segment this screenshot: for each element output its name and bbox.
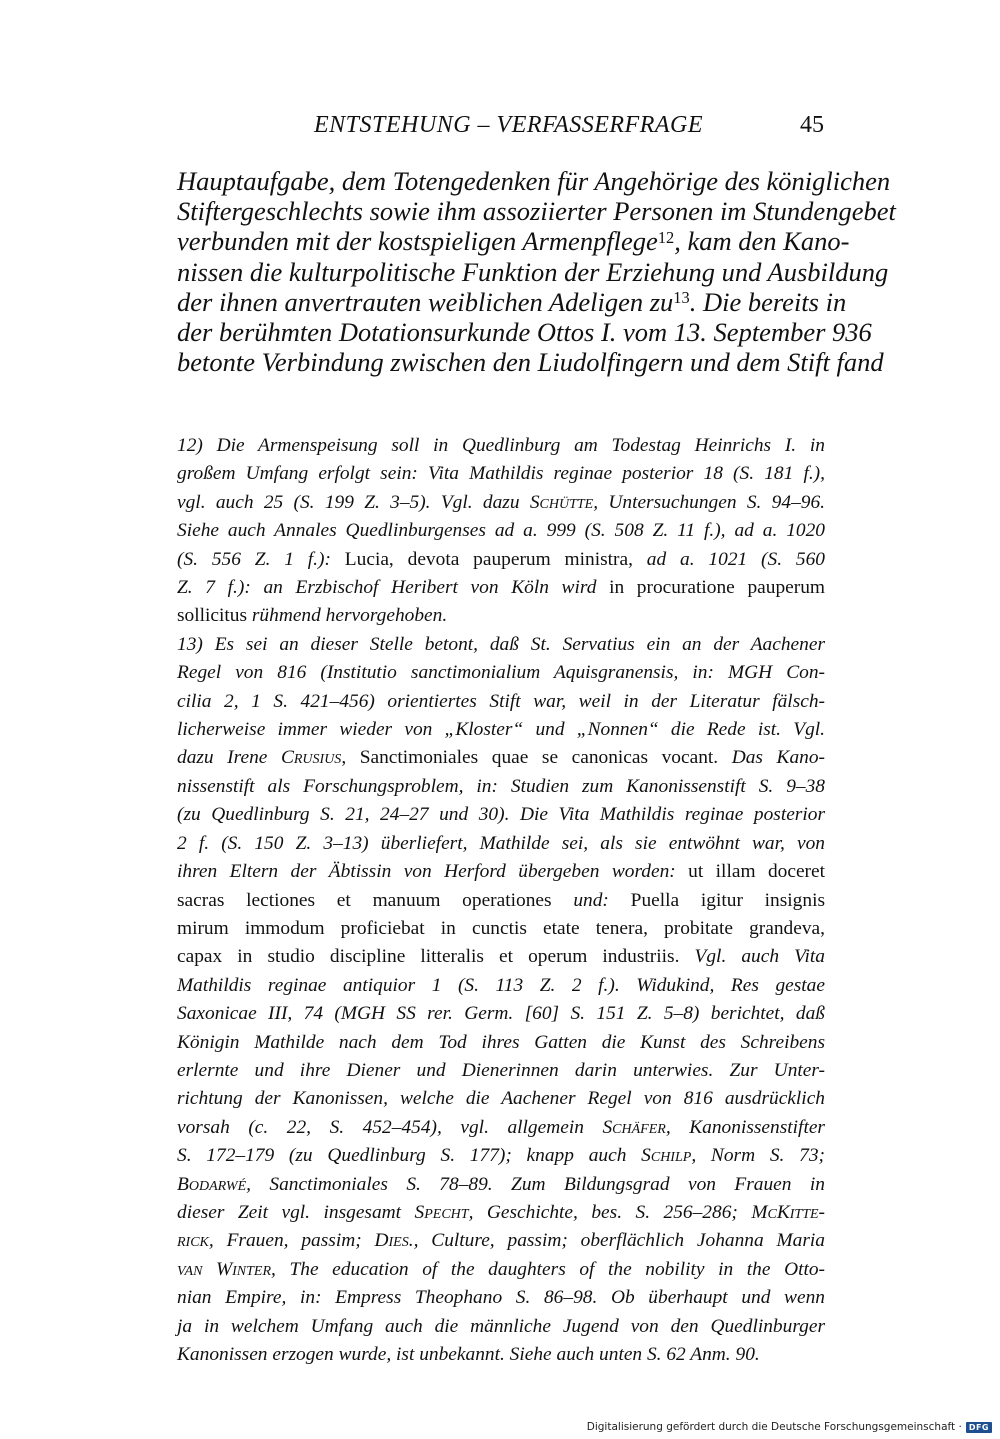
footnote-line: Saxonicae III, 74 (MGH SS rer. Germ. [60] S. 151 Z. 5–8) berichtet, daß (177, 1003, 825, 1025)
footnote-line: erlernte und ihre Diener und Dienerinnen darin unterwies. Zur Unter- (177, 1059, 825, 1081)
dfg-logo: DFG (966, 1422, 992, 1433)
footnote-13 (177, 631, 825, 1370)
footnote-line: Regel von 816 (Institutio sanctimonialium Aquisgranensis, in: MGH Con- (177, 662, 825, 684)
footnote-line: (S. 556 Z. 1 f.): Lucia, devota pauperum ministra, ad a. 1021 (S. 560 (177, 548, 825, 570)
footnote-line: dieser Zeit vgl. insgesamt Specht, Geschichte, bes. S. 256–286; McKitte- (177, 1201, 825, 1223)
footnote-12 (177, 432, 825, 631)
footnote-line: 13) Es sei an dieser Stelle betont, daß St. Servatius ein an der Aachener (177, 633, 825, 655)
text-line: verbunden mit der kostspieligen Armenpflege$^{12}$, kam den Kano- (177, 226, 850, 257)
footnote-line: Mathildis reginae antiquior 1 (S. 113 Z. 2 f.). Widukind, Res gestae (177, 974, 825, 996)
page-number: 45 (800, 112, 824, 138)
footnotes (177, 432, 825, 1369)
text-line: Hauptaufgabe, dem Totengedenken für Angehörige des königlichen (177, 166, 891, 196)
text-line: Stiftergeschlechts sowie ihm assoziierter Personen im Stundengebet (177, 196, 896, 227)
footnote-line: cilia 2, 1 S. 421–456) orientiertes Stift war, weil in der Literatur fälsch- (177, 690, 825, 712)
footnote-line: licherweise immer wieder von „Kloster“ und „Nonnen“ die Rede ist. Vgl. (177, 719, 825, 741)
footnote-line: capax in studio discipline litteralis et operum industriis. Vgl. auch Vita (177, 946, 826, 968)
footnote-line: dazu Irene Crusius, Sanctimoniales quae se canonicas vocant. Das Kano- (177, 747, 825, 769)
footnote-line: Königin Mathilde nach dem Tod ihres Gatten die Kunst des Schreibens (177, 1031, 825, 1053)
footnote-line: van Winter, The education of the daughters of the nobility in the Otto- (177, 1258, 825, 1280)
text-line: der berühmten Dotationsurkunde Ottos I. vom 13. September 936 (177, 317, 872, 348)
footnote-line: 2 f. (S. 150 Z. 3–13) überliefert, Mathilde sei, als sie entwöhnt war, von (177, 832, 825, 854)
footnote-line: (zu Quedlinburg S. 21, 24–27 und 30). Die Vita Mathildis reginae posterior (177, 804, 825, 826)
footnote-line: vorsah (c. 22, S. 452–454), vgl. allgemein Schäfer, Kanonissenstifter (177, 1116, 825, 1138)
footnote-ref-12[interactable]: 12 (657, 228, 675, 248)
footnote-line: nian Empire, in: Empress Theophano S. 86–98. Ob überhaupt und wenn (177, 1287, 825, 1309)
footnote-line: rick, Frauen, passim; Dies., Culture, passim; oberflächlich Johanna Maria (177, 1230, 825, 1252)
footnote-line: Bodarwé, Sanctimoniales S. 78–89. Zum Bildungsgrad von Frauen in (177, 1173, 825, 1195)
text-line: der ihnen anvertrauten weiblichen Adeligen $zu^{13}$. Die bereits in (177, 286, 847, 317)
digitization-credit (587, 1421, 992, 1433)
running-title: ENTSTEHUNG – VERFASSERFRAGE (314, 112, 704, 138)
footnote-line: vgl. auch 25 (S. 199 Z. 3–5). Vgl. dazu Schütte, Untersuchungen S. 94–96. (177, 491, 825, 513)
footnote-line: 12) Die Armenspeisung soll in Quedlinburg am Todestag Heinrichs I. in (177, 435, 825, 456)
footnote-line: mirum immodum proficiebat in cunctis etate tenera, probitate grandeva, (177, 917, 825, 939)
credit-text: Digitalisierung gefördert durch die Deutsche Forschungsgemeinschaft · (586, 1421, 962, 1433)
footnote-line: ihren Eltern der Äbtissin von Herford übergeben worden: ut illam doceret (177, 861, 825, 883)
footnote-line: richtung der Kanonissen, welche die Aachener Regel von 816 ausdrücklich (177, 1088, 825, 1110)
footnote-line: nissenstift als Forschungsproblem, in: Studien zum Kanonissenstift S. 9–38 (177, 775, 825, 797)
footnote-line: Z. 7 f.): an Erzbischof Heribert von Köln wird in procuratione pauperum (177, 577, 825, 599)
footnote-line: Kanonissen erzogen wurde, ist unbekannt. Siehe auch unten S. 62 Anm. 90. (177, 1344, 760, 1365)
footnote-line: S. 172–179 (zu Quedlinburg S. 177); knapp auch Schilp, Norm S. 73; (177, 1145, 825, 1167)
footnote-line: großem Umfang erfolgt sein: Vita Mathildis reginae posterior 18 (S. 181 f.), (177, 463, 825, 485)
footnote-line: sollicitus rühmend hervorgehoben. (177, 605, 448, 627)
footnote-line: sacras lectiones et manuum operationes und: Puella igitur insignis (177, 889, 825, 911)
page-header (178, 112, 824, 148)
footnote-line: ja in welchem Umfang auch die männliche Jugend von den Quedlinburger (177, 1315, 825, 1337)
footnote-line: Siehe auch Annales Quedlinburgenses ad a. 999 (S. 508 Z. 11 f.), ad a. 1020 (177, 520, 825, 542)
main-text (177, 166, 896, 378)
text-line: betonte Verbindung zwischen den Liudolfingern und dem Stift fand (177, 347, 884, 378)
footnote-ref-13[interactable]: 13 (673, 288, 690, 308)
text-line: nissen die kulturpolitische Funktion der Erziehung und Ausbildung (177, 256, 889, 287)
